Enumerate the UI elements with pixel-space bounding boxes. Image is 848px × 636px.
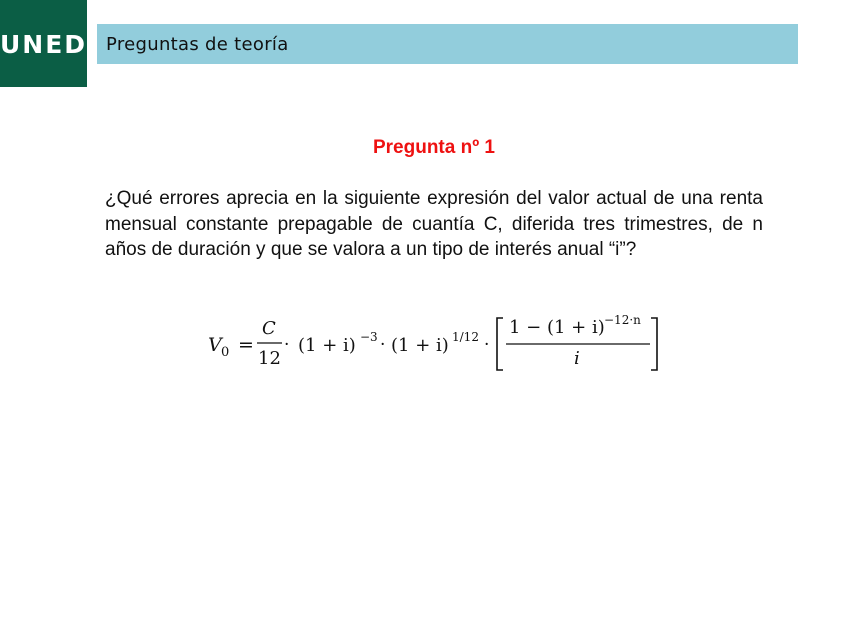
formula-factor1-base: (1 + i) [298,335,356,356]
formula-dot-3: · [484,335,490,355]
logo-text: UNED [0,30,88,59]
formula-factor1-exp: −3 [360,330,378,344]
formula-dot-1: · [284,335,290,355]
uned-logo [0,0,87,87]
formula-bracket-den: i [574,348,580,369]
question-text: ¿Qué errores aprecia en la siguiente expresión del valor actual de una renta mensual constante prepagable de cuantía C, diferida tres trimestres, de n años de duración y que se valora a un tipo de interés anual “i”? [105,188,763,260]
formula-bracket-num-exp: −12·n [604,313,641,327]
formula-equals: = [238,334,254,356]
header-bar [97,24,798,64]
page-title: Preguntas de teoría [106,33,289,55]
formula-lhs-var: V [208,334,222,356]
formula-bracket-num: 1 − (1 + i) [509,317,605,338]
question-heading: Pregunta nº 1 [372,137,495,158]
formula-dot-2: · [380,335,386,355]
formula-svg [200,308,670,380]
left-bracket [497,318,503,370]
formula-frac-den: 12 [258,348,281,369]
formula-lhs-sub: 0 [221,345,230,360]
formula-factor2-exp: 1/12 [452,330,479,344]
right-bracket [651,318,657,370]
formula-frac-num: C [262,318,276,339]
formula-factor2-base: (1 + i) [391,335,449,356]
present-value-formula [200,308,670,380]
